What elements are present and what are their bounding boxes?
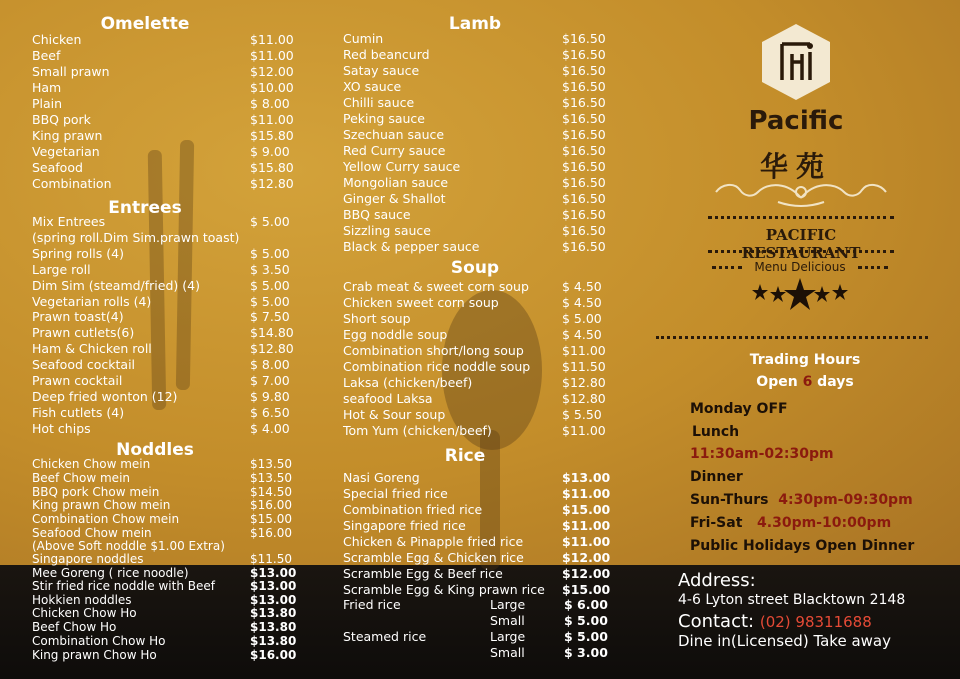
restaurant-name: PACIFIC RESTAURANT bbox=[741, 226, 861, 262]
noddles-item-name: Combination Chow mein bbox=[32, 512, 180, 526]
noddles-item-name: Chicken Chow mein bbox=[32, 457, 151, 471]
lamb-item-price: $16.50 bbox=[562, 31, 606, 46]
rice-item-price: $11.00 bbox=[562, 518, 611, 533]
lamb-item-price: $16.50 bbox=[562, 127, 606, 142]
rice-size-label: Large bbox=[490, 629, 526, 644]
noddles-item-name: Hokkien noddles bbox=[32, 593, 132, 607]
entrees-item-price: $ 7.50 bbox=[250, 309, 290, 325]
lamb-item-name: Mongolian sauce bbox=[343, 175, 449, 190]
noddles-item-price: $13.80 bbox=[250, 606, 297, 620]
divider bbox=[708, 216, 894, 219]
rice-item-price: $11.00 bbox=[562, 486, 611, 501]
noddles-item-name: King prawn Chow Ho bbox=[32, 648, 157, 662]
divider bbox=[712, 266, 742, 269]
rice-sized-name: Fried rice bbox=[343, 597, 401, 612]
soup-item-name: Short soup bbox=[343, 311, 411, 326]
entrees-item-price: $ 5.00 bbox=[250, 277, 290, 293]
noddles-item-name: Stir fried rice noddle with Beef bbox=[32, 579, 215, 593]
soup-item-price: $11.00 bbox=[562, 423, 606, 438]
lamb-item-price: $16.50 bbox=[562, 143, 606, 158]
lamb-item-name: BBQ sauce bbox=[343, 207, 411, 222]
noddles-item-name: Mee Goreng ( rice noodle) bbox=[32, 566, 189, 580]
lamb-item-price: $16.50 bbox=[562, 191, 606, 206]
soup-item-name: Hot & Sour soup bbox=[343, 407, 446, 422]
lamb-item-price: $16.50 bbox=[562, 47, 606, 62]
lamb-item-name: Sizzling sauce bbox=[343, 223, 431, 238]
address: 4-6 Lyton street Blacktown 2148 bbox=[678, 592, 906, 608]
entrees-item-price: $ 3.50 bbox=[250, 261, 290, 277]
noddles-item-price: $13.80 bbox=[250, 620, 297, 634]
soup-item-name: Egg noddle soup bbox=[343, 327, 448, 342]
noddles-item-name: Beef Chow mein bbox=[32, 471, 131, 485]
noddles-item-price: $15.00 bbox=[250, 512, 292, 526]
divider bbox=[858, 266, 888, 269]
noddles-item-price: $13.50 bbox=[250, 457, 292, 471]
soup-item-name: Laksa (chicken/beef) bbox=[343, 375, 473, 390]
noddles-item-name: Singapore noddles bbox=[32, 552, 144, 566]
omelette-item-price: $12.00 bbox=[250, 64, 294, 79]
omelette-item-price: $11.00 bbox=[250, 48, 294, 63]
entrees-item-price: $ 5.00 bbox=[250, 245, 290, 261]
rice-sized-price: $ 5.00 bbox=[564, 629, 608, 644]
entrees-item-price: $14.80 bbox=[250, 325, 294, 341]
fri-sat-hours: Fri-Sat 4.30pm-10:00pm bbox=[690, 515, 892, 531]
noddles-item-name: Seafood Chow mein bbox=[32, 526, 152, 540]
lamb-item-price: $16.50 bbox=[562, 79, 606, 94]
rice-item-name: Scramble Egg & Chicken rice bbox=[343, 550, 524, 565]
entrees-item-name: Mix Entrees bbox=[32, 214, 106, 229]
lamb-item-price: $16.50 bbox=[562, 111, 606, 126]
soup-item-price: $ 4.50 bbox=[562, 295, 602, 310]
omelette-item-price: $ 8.00 bbox=[250, 96, 290, 111]
lamb-item-name: Szechuan sauce bbox=[343, 127, 445, 142]
noddles-item-price: $16.00 bbox=[250, 648, 297, 662]
noddles-item-name: Chicken Chow Ho bbox=[32, 606, 137, 620]
entrees-item-name: Ham & Chicken roll bbox=[32, 341, 152, 357]
lamb-item-price: $16.50 bbox=[562, 175, 606, 190]
noddles-section-title: Noddles bbox=[116, 440, 194, 460]
noddles-item-price: $13.80 bbox=[250, 634, 297, 648]
omelette-item-name: Ham bbox=[32, 80, 62, 95]
noddles-item-name: Combination Chow Ho bbox=[32, 634, 166, 648]
entrees-item-price: $ 5.00 bbox=[250, 214, 290, 229]
noddles-item-price: $13.00 bbox=[250, 566, 297, 580]
lamb-item-price: $16.50 bbox=[562, 223, 606, 238]
entrees-item-name: Large roll bbox=[32, 261, 91, 277]
entrees-item-name: Prawn cocktail bbox=[32, 373, 123, 388]
soup-item-name: Combination rice noddle soup bbox=[343, 359, 531, 374]
address-label: Address: bbox=[678, 570, 756, 591]
entrees-item-price: $ 9.80 bbox=[250, 388, 290, 404]
omelette-item-name: Seafood bbox=[32, 160, 83, 175]
rice-sized-price: $ 6.00 bbox=[564, 597, 608, 612]
rice-item-name: Special fried rice bbox=[343, 486, 448, 501]
omelette-item-price: $11.00 bbox=[250, 32, 294, 47]
soup-section-title: Soup bbox=[450, 258, 500, 278]
brand-name: Pacific bbox=[748, 106, 844, 136]
noddles-item-name: BBQ pork Chow mein bbox=[32, 485, 160, 499]
soup-item-name: seafood Laksa bbox=[343, 391, 433, 406]
omelette-item-name: Chicken bbox=[32, 32, 82, 47]
noddles-item-price: $13.00 bbox=[250, 593, 297, 607]
service-type: Dine in(Licensed) Take away bbox=[678, 632, 891, 650]
noddles-item-name: Beef Chow Ho bbox=[32, 620, 117, 634]
entrees-section-title: Entrees bbox=[108, 198, 182, 218]
soup-item-name: Crab meat & sweet corn soup bbox=[343, 279, 529, 294]
soup-item-price: $12.80 bbox=[562, 391, 606, 406]
entrees-item-price: $ 6.50 bbox=[250, 404, 290, 420]
omelette-item-price: $10.00 bbox=[250, 80, 294, 95]
omelette-item-name: BBQ pork bbox=[32, 112, 91, 127]
public-holidays: Public Holidays Open Dinner bbox=[690, 538, 915, 554]
lamb-item-name: Cumin bbox=[343, 31, 384, 46]
omelette-item-name: Combination bbox=[32, 176, 112, 191]
rice-item-price: $11.00 bbox=[562, 534, 611, 549]
monday-off: Monday OFF bbox=[690, 401, 788, 417]
entrees-item-name: Prawn cutlets(6) bbox=[32, 325, 135, 341]
lamb-item-price: $16.50 bbox=[562, 95, 606, 110]
lamb-item-name: Chilli sauce bbox=[343, 95, 415, 110]
pacific-logo-icon bbox=[760, 22, 832, 102]
entrees-item-name: Spring rolls (4) bbox=[32, 245, 124, 261]
rice-item-price: $15.00 bbox=[562, 502, 611, 517]
lamb-item-price: $16.50 bbox=[562, 207, 606, 222]
rice-item-price: $12.00 bbox=[562, 566, 611, 581]
omelette-item-name: Beef bbox=[32, 48, 61, 63]
omelette-item-name: Small prawn bbox=[32, 64, 110, 79]
rice-item-price: $15.00 bbox=[562, 582, 611, 597]
stars-icon bbox=[750, 276, 850, 316]
soup-item-price: $11.50 bbox=[562, 359, 606, 374]
lamb-item-name: Ginger & Shallot bbox=[343, 191, 446, 206]
rice-item-price: $12.00 bbox=[562, 550, 611, 565]
noddles-item-price: $16.00 bbox=[250, 498, 292, 512]
contact-line: Contact: (02) 98311688 bbox=[678, 611, 872, 632]
noddles-item-price: $11.50 bbox=[250, 552, 292, 566]
rice-item-name: Nasi Goreng bbox=[343, 470, 420, 485]
rice-item-price: $13.00 bbox=[562, 470, 611, 485]
soup-item-price: $ 4.50 bbox=[562, 327, 602, 342]
noddles-item-price: $16.00 bbox=[250, 526, 292, 540]
entrees-item-price: $ 7.00 bbox=[250, 373, 290, 388]
entrees-item-price: $ 5.00 bbox=[250, 293, 290, 309]
lamb-item-price: $16.50 bbox=[562, 63, 606, 78]
entrees-item-price: $12.80 bbox=[250, 341, 294, 357]
entrees-item-name: Vegetarian rolls (4) bbox=[32, 293, 152, 309]
entrees-item-price: $ 8.00 bbox=[250, 357, 290, 373]
rice-sized-price: $ 3.00 bbox=[564, 645, 608, 660]
lunch-time: 11:30am-02:30pm bbox=[690, 446, 834, 462]
entrees-item-name: Deep fried wonton (12) bbox=[32, 388, 178, 404]
lamb-item-name: Yellow Curry sauce bbox=[343, 159, 461, 174]
soup-item-price: $12.80 bbox=[562, 375, 606, 390]
sun-thurs-hours: Sun-Thurs 4:30pm-09:30pm bbox=[690, 492, 913, 508]
noddles-item-price: $14.50 bbox=[250, 485, 292, 499]
lunch-label: Lunch bbox=[692, 424, 740, 440]
lamb-item-name: Black & pepper sauce bbox=[343, 239, 480, 254]
rice-sized-price: $ 5.00 bbox=[564, 613, 608, 628]
divider bbox=[656, 336, 928, 339]
entrees-item-name: (spring roll.Dim Sim.prawn toast) bbox=[32, 229, 240, 245]
lamb-item-name: Red Curry sauce bbox=[343, 143, 446, 158]
omelette-item-name: Vegetarian bbox=[32, 144, 100, 159]
rice-item-name: Chicken & Pinapple fried rice bbox=[343, 534, 524, 549]
trading-hours-title: Trading Hours bbox=[749, 352, 861, 368]
soup-item-price: $ 4.50 bbox=[562, 279, 602, 294]
lamb-item-price: $16.50 bbox=[562, 159, 606, 174]
rice-size-label: Small bbox=[490, 645, 525, 660]
entrees-item-name: Seafood cocktail bbox=[32, 357, 136, 373]
rice-item-name: Singapore fried rice bbox=[343, 518, 466, 533]
omelette-section-title: Omelette bbox=[100, 14, 190, 34]
divider bbox=[708, 250, 894, 253]
entrees-item-name: Fish cutlets (4) bbox=[32, 404, 125, 420]
lamb-item-name: Satay sauce bbox=[343, 63, 420, 78]
lamb-item-name: Red beancurd bbox=[343, 47, 430, 62]
omelette-item-name: Plain bbox=[32, 96, 63, 111]
omelette-item-price: $15.80 bbox=[250, 128, 294, 143]
noddles-item-name: (Above Soft noddle $1.00 Extra) bbox=[32, 539, 225, 553]
omelette-item-name: King prawn bbox=[32, 128, 103, 143]
dinner-label: Dinner bbox=[690, 469, 743, 485]
rice-size-label: Large bbox=[490, 597, 526, 612]
entrees-item-name: Prawn toast(4) bbox=[32, 309, 124, 325]
omelette-item-price: $15.80 bbox=[250, 160, 294, 175]
soup-item-name: Tom Yum (chicken/beef) bbox=[343, 423, 492, 438]
tagline: Menu Delicious bbox=[754, 260, 846, 274]
brand-chinese-name: 华苑 bbox=[759, 150, 832, 183]
omelette-item-price: $11.00 bbox=[250, 112, 294, 127]
lamb-item-name: XO sauce bbox=[343, 79, 402, 94]
rice-item-name: Scramble Egg & Beef rice bbox=[343, 566, 503, 581]
noddles-item-name: King prawn Chow mein bbox=[32, 498, 171, 512]
soup-item-name: Chicken sweet corn soup bbox=[343, 295, 499, 310]
entrees-item-name: Dim Sim (steamd/fried) (4) bbox=[32, 277, 200, 293]
entrees-item-price: $ 4.00 bbox=[250, 420, 290, 436]
soup-item-price: $ 5.00 bbox=[562, 311, 602, 326]
omelette-item-price: $12.80 bbox=[250, 176, 294, 191]
open-days: Open 6 days bbox=[756, 374, 854, 390]
noddles-item-price: $13.00 bbox=[250, 579, 297, 593]
soup-item-price: $ 5.50 bbox=[562, 407, 602, 422]
rice-item-name: Combination fried rice bbox=[343, 502, 483, 517]
rice-size-label: Small bbox=[490, 613, 525, 628]
soup-item-name: Combination short/long soup bbox=[343, 343, 524, 358]
lamb-item-name: Peking sauce bbox=[343, 111, 425, 126]
rice-section-title: Rice bbox=[444, 446, 486, 466]
soup-item-price: $11.00 bbox=[562, 343, 606, 358]
omelette-item-price: $ 9.00 bbox=[250, 144, 290, 159]
phone-link[interactable]: (02) 98311688 bbox=[759, 613, 872, 631]
noddles-item-price: $13.50 bbox=[250, 471, 292, 485]
entrees-item-name: Hot chips bbox=[32, 420, 91, 436]
lamb-item-price: $16.50 bbox=[562, 239, 606, 254]
rice-sized-name: Steamed rice bbox=[343, 629, 427, 644]
ornament-icon bbox=[708, 176, 894, 210]
lamb-section-title: Lamb bbox=[448, 14, 502, 34]
rice-item-name: Scramble Egg & King prawn rice bbox=[343, 582, 545, 597]
